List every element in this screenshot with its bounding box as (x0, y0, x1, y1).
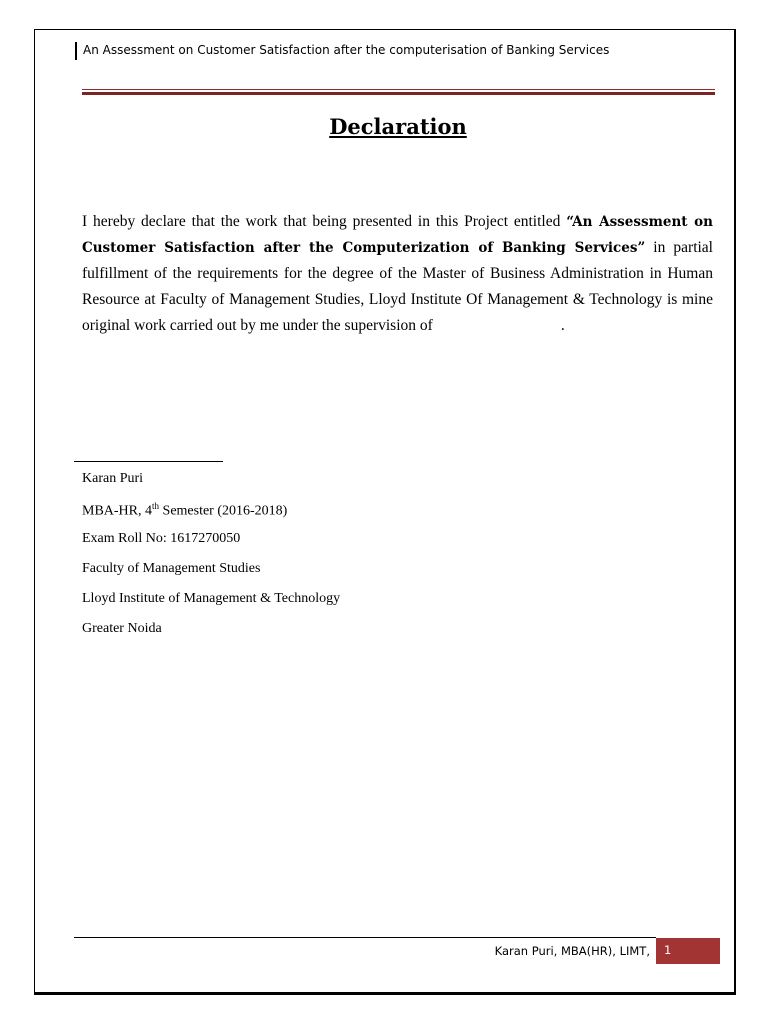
header-rule (82, 89, 715, 95)
header-rule-thick (82, 92, 715, 95)
programme-suffix: Semester (2016-2018) (159, 503, 288, 519)
programme-line (82, 501, 287, 520)
declaration-paragraph (82, 209, 713, 339)
institute-name: Lloyd Institute of Management & Technology (82, 591, 341, 606)
running-header: An Assessment on Customer Satisfaction after the computerisation of Banking Services (83, 43, 610, 57)
footer-rule (74, 937, 656, 938)
programme-sup: th (152, 501, 160, 511)
page-title: Declaration (329, 114, 467, 139)
declaration-ending: . (560, 317, 565, 334)
city-name: Greater Noida (82, 621, 162, 636)
project-title: “An Assessment on Customer Satisfaction after the Computerization of Banking Services” (82, 214, 713, 256)
header-marker (75, 42, 77, 60)
declaration-text-after: in partial fulfillment of the requirements for the degree of the Master of Business Administration in Human Resource at Faculty of Management Studies, Lloyd Institute Of Management & Technology is mine original work carried out by me under the supervision of (82, 239, 713, 334)
footer-author: Karan Puri, MBA(HR), LIMT, (494, 944, 650, 958)
exam-roll: Exam Roll No: 1617270050 (82, 531, 241, 546)
declaration-text-before: I hereby declare that the work that being presented in this Project entitled (82, 213, 567, 230)
signature-line (74, 461, 223, 462)
page-number-box (656, 938, 720, 964)
faculty-name: Faculty of Management Studies (82, 561, 261, 576)
header-rule-thin (82, 89, 715, 90)
author-name: Karan Puri (82, 471, 144, 486)
programme-prefix: MBA-HR, 4 (82, 503, 153, 519)
page-number: 1 (664, 943, 672, 957)
